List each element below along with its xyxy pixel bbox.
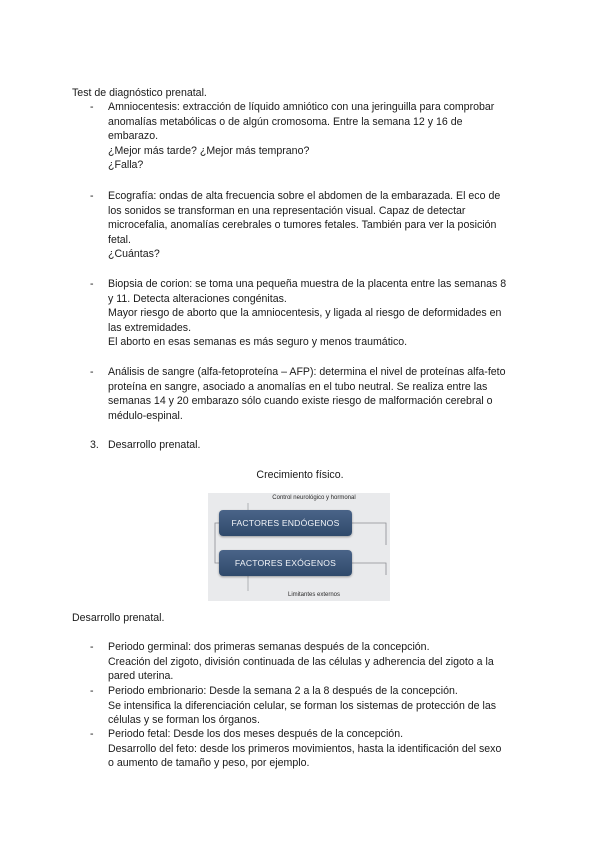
text-line: o aumento de tamaño y peso, por ejemplo. — [108, 757, 310, 770]
text-line: fetal. — [108, 233, 131, 246]
list-item-analisis-sangre — [90, 365, 528, 423]
list-item-periodo-germinal — [90, 640, 528, 684]
list-item-amniocentesis — [90, 100, 528, 173]
exogenous-factors-box: FACTORES EXÓGENOS — [219, 550, 352, 576]
text-line: Biopsia de corion: se toma una pequeña muestra de la placenta entre las semanas 8 — [108, 278, 507, 290]
text-line: las extremidades. — [108, 321, 192, 334]
list-item-periodo-fetal — [90, 727, 528, 771]
text-line: semanas 14 y 20 embarazo sólo cuando existe riesgo de malformación cerebral o — [108, 395, 493, 408]
text-line: Periodo germinal: dos primeras semanas después de la concepción. — [108, 641, 430, 653]
bullet-dash: - — [90, 101, 94, 113]
text-line: microcefalia, anomalías cerebrales o tumores fetales. También para ver la posición — [108, 219, 497, 232]
text-line: los sonidos se transforman en una representación visual. Capaz de detectar — [108, 204, 466, 217]
growth-factors-diagram — [208, 493, 390, 601]
list-number: 3. — [90, 439, 99, 451]
text-line: Amniocentesis: extracción de líquido amniótico con una jeringuilla para comprobar — [108, 101, 495, 113]
bullet-dash: - — [90, 641, 94, 653]
text-line: anomalías metabólicas o de algún cromosoma. Entre la semana 12 y 16 de — [108, 115, 463, 128]
diagram-top-label: Control neurológico y hormonal — [272, 495, 356, 501]
right-connector-bottom — [352, 563, 386, 575]
text-line: pared uterina. — [108, 670, 174, 683]
diagram-bottom-label: Limitantes externos — [287, 592, 341, 598]
text-line: Ecografía: ondas de alta frecuencia sobre el abdomen de la embarazada. El eco de — [108, 190, 501, 202]
text-line: ¿Mejor más tarde? ¿Mejor más temprano? — [108, 144, 310, 157]
text-line: células y se forman los órganos. — [108, 714, 260, 727]
bullet-dash: - — [90, 278, 94, 290]
text-line: ¿Falla? — [108, 159, 144, 172]
bullet-dash: - — [90, 366, 94, 378]
endogenous-factors-box: FACTORES ENDÓGENOS — [219, 510, 352, 536]
text-line: Se intensifica la diferenciación celular, se forman los sistemas de protección de las — [108, 699, 497, 712]
list-item-ecografia — [90, 189, 528, 262]
text-line: Periodo fetal: Desde los dos meses después de la concepción. — [108, 728, 404, 740]
numbered-item-desarrollo — [90, 438, 528, 453]
text-line: embarazo. — [108, 130, 159, 143]
bullet-dash: - — [90, 685, 94, 697]
bullet-dash: - — [90, 728, 94, 740]
text-line: proteína en sangre, asociado a anomalías en el tubo neutral. Se realiza entre las — [108, 380, 488, 393]
list-item-biopsia — [90, 277, 528, 350]
bullet-dash: - — [90, 190, 94, 202]
text-line: Periodo embrionario: Desde la semana 2 a la 8 después de la concepción. — [108, 685, 458, 697]
text-line: El aborto en esas semanas es más seguro y menos traumático. — [108, 336, 408, 349]
text-line: Creación del zigoto, división continuada de las células y adherencia del zigoto a la — [108, 655, 494, 668]
text-line: Análisis de sangre (alfa-fetoproteína – AFP): determina el nivel de proteínas alfa-feto — [108, 366, 506, 378]
figure-title: Crecimiento físico. — [256, 469, 344, 481]
development-heading: Desarrollo prenatal. — [72, 612, 165, 624]
text-line: médulo-espinal. — [108, 409, 183, 422]
test-heading: Test de diagnóstico prenatal. — [72, 87, 207, 99]
right-connector-top — [352, 523, 386, 545]
text-line: ¿Cuántas? — [108, 248, 160, 261]
numbered-item-text: Desarrollo prenatal. — [108, 439, 201, 451]
text-line: y 11. Detecta alteraciones congénitas. — [108, 292, 287, 305]
list-item-periodo-embrionario — [90, 684, 528, 728]
text-line: Desarrollo del feto: desde los primeros movimientos, hasta la identificación del sexo — [108, 742, 502, 755]
text-line: Mayor riesgo de aborto que la amniocentesis, y ligada al riesgo de deformidades en — [108, 307, 502, 320]
